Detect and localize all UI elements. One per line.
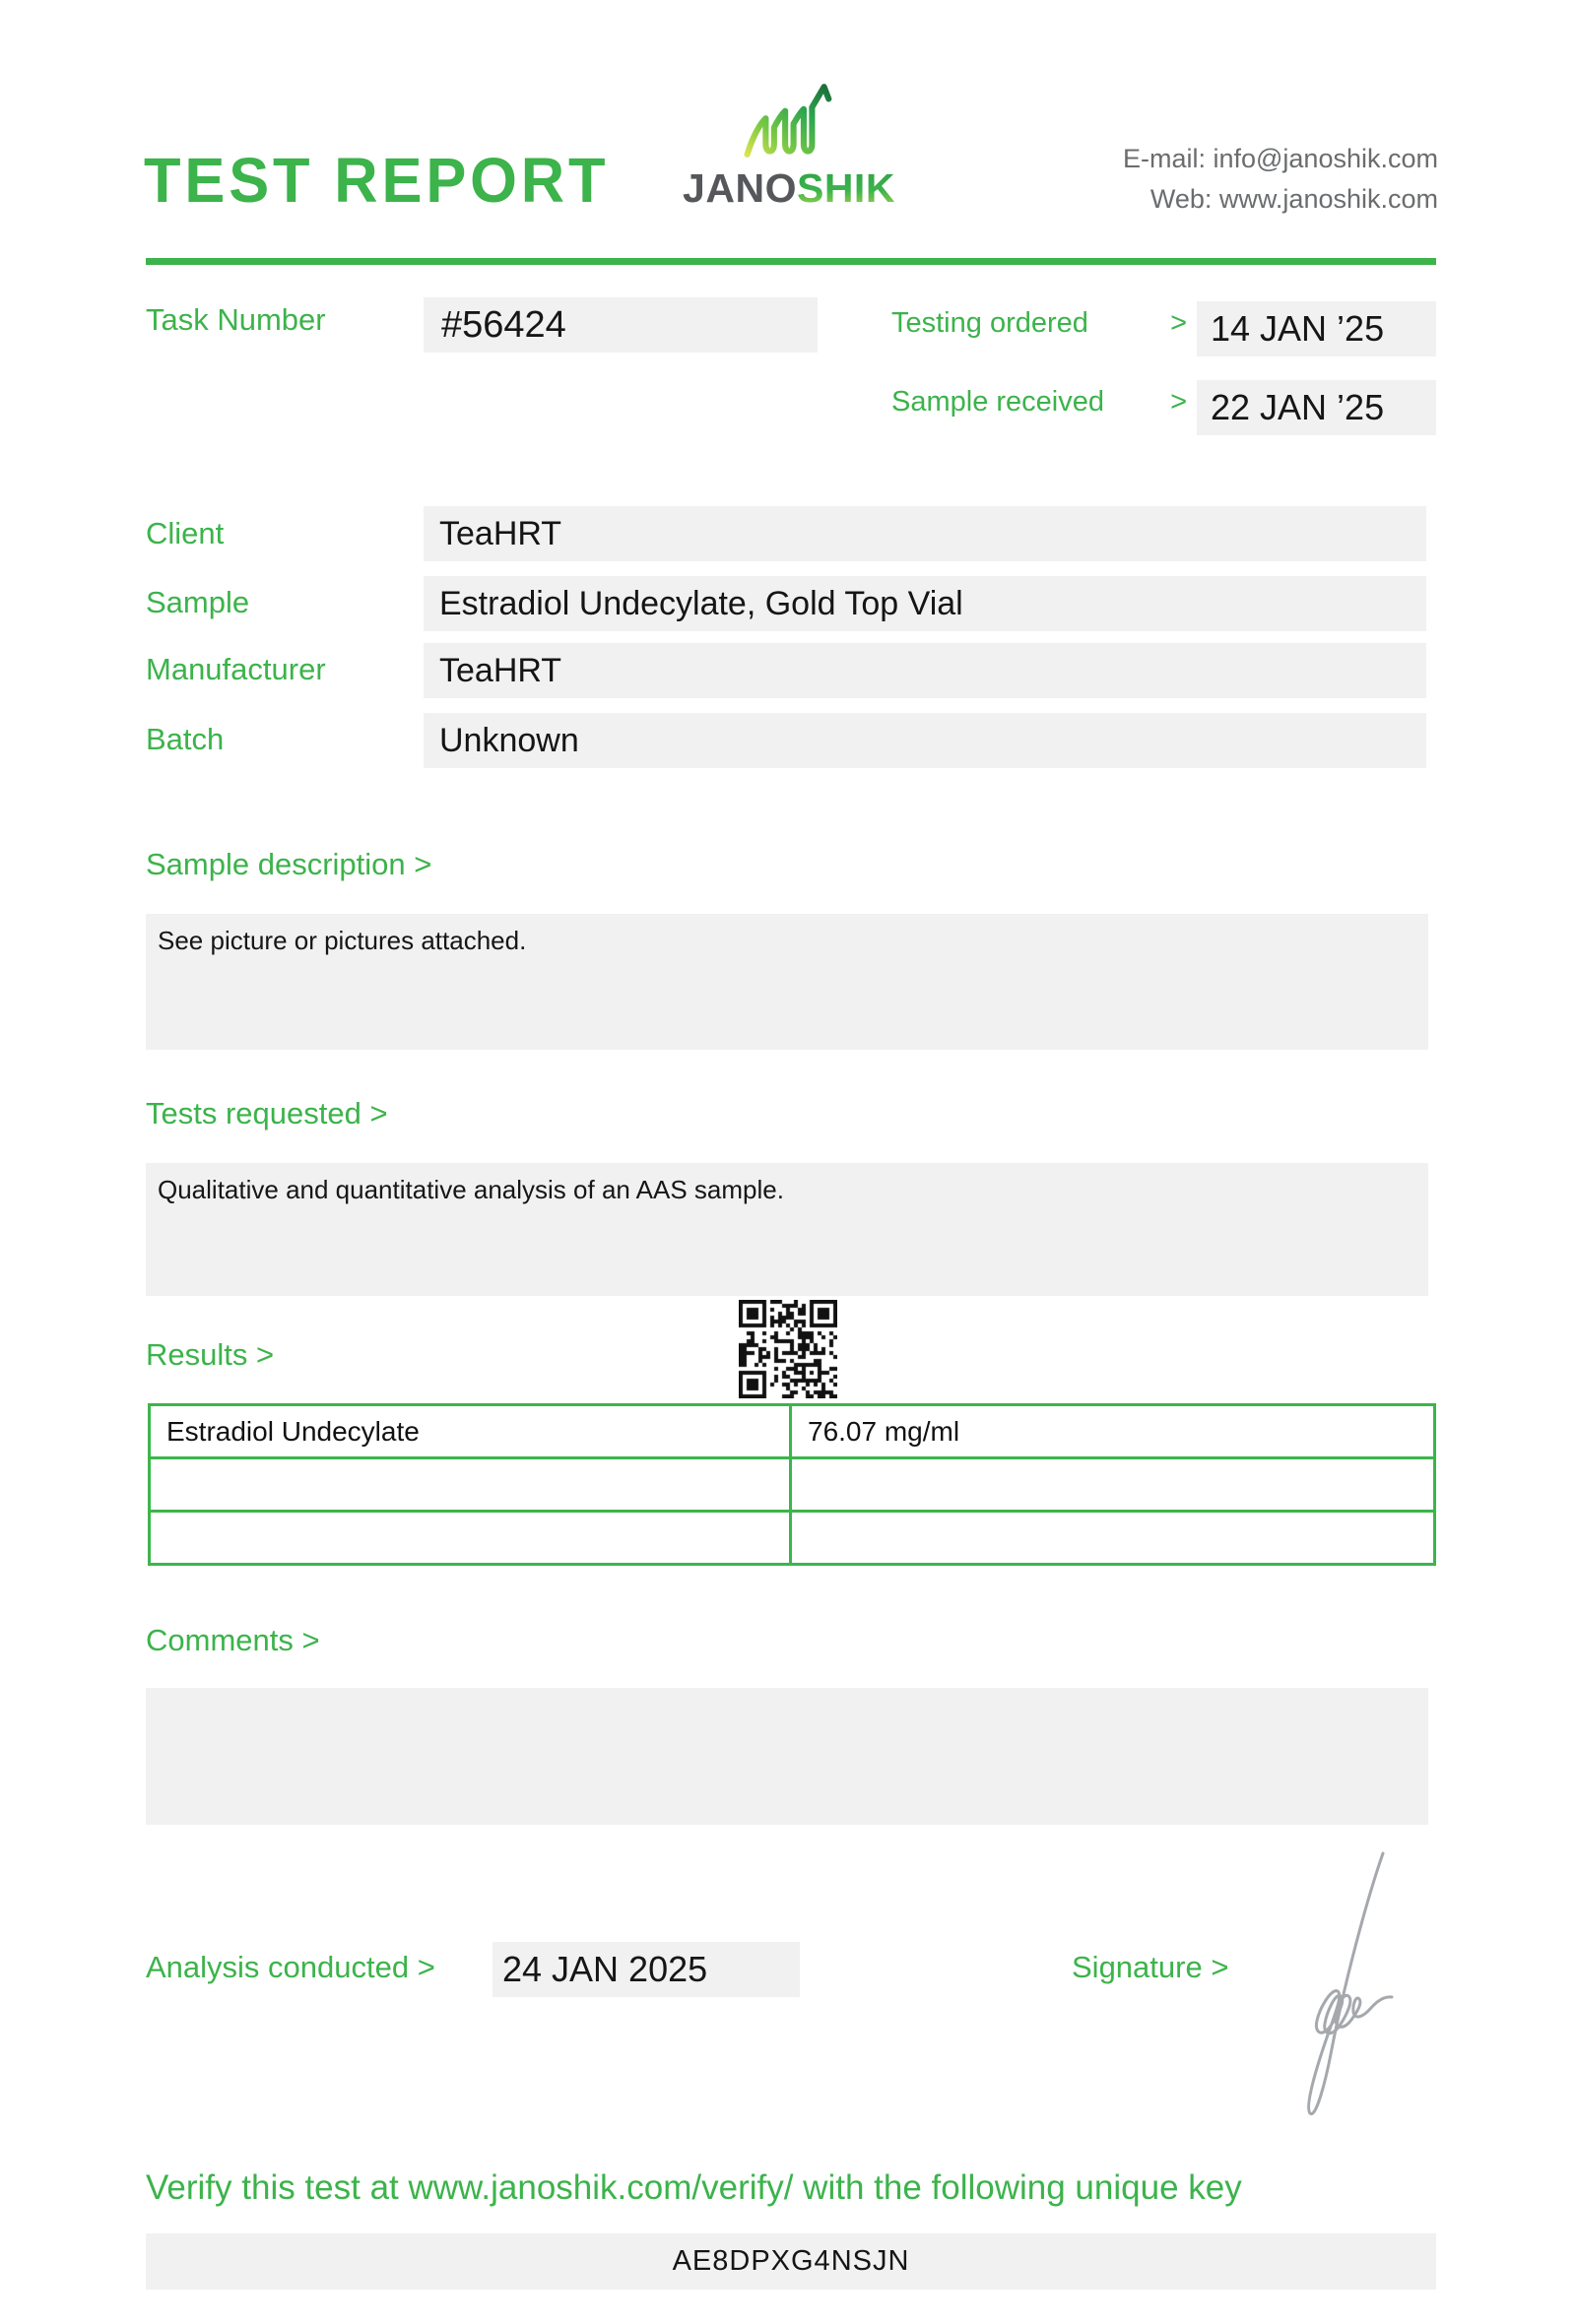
testing-ordered-value-box	[1197, 301, 1436, 356]
batch-value: Unknown	[439, 722, 579, 759]
task-number-label: Task Number	[146, 302, 326, 337]
sample-label: Sample	[146, 585, 250, 619]
manufacturer-label: Manufacturer	[146, 652, 326, 686]
contact-web: Web: www.janoshik.com	[1149, 184, 1438, 214]
header-divider	[146, 258, 1436, 265]
janoshik-logo	[678, 165, 900, 212]
verify-instruction: Verify this test at www.janoshik.com/verify/ with the following unique key	[146, 2168, 1242, 2207]
sample-received-value-box	[1197, 380, 1436, 435]
contact-block	[946, 139, 1438, 220]
analysis-date-box	[492, 1942, 800, 1997]
sample-value: Estradiol Undecylate, Gold Top Vial	[439, 585, 963, 622]
logo-jano-text: JANO	[683, 165, 797, 211]
sample-description-heading: Sample description >	[146, 847, 432, 881]
page-title: TEST REPORT	[144, 145, 610, 216]
table-row	[150, 1405, 1435, 1458]
table-row	[150, 1512, 1435, 1565]
qr-code	[739, 1300, 837, 1398]
batch-value-box	[424, 713, 1426, 768]
client-value: TeaHRT	[439, 515, 562, 552]
result-amount-cell: 76.07 mg/ml	[791, 1405, 1435, 1458]
results-table	[148, 1403, 1436, 1566]
contact-email: E-mail: info@janoshik.com	[1122, 144, 1438, 173]
result-substance-cell	[150, 1458, 791, 1512]
signature-label: Signature >	[1072, 1950, 1229, 1984]
comments-box	[146, 1688, 1428, 1825]
sample-value-box	[424, 576, 1426, 631]
testing-ordered-label: Testing ordered >	[891, 307, 1187, 339]
analysis-conducted-label: Analysis conducted >	[146, 1950, 435, 1984]
tests-requested-text: Qualitative and quantitative analysis of an AAS sample.	[158, 1175, 784, 1204]
testing-ordered-value: 14 JAN ’25	[1211, 308, 1385, 349]
sample-description-box	[146, 914, 1428, 1050]
sample-description-text: See picture or pictures attached.	[158, 926, 527, 955]
result-amount-cell	[791, 1458, 1435, 1512]
signature-image	[1253, 1840, 1401, 2135]
chart-logo-icon	[741, 79, 833, 163]
tests-requested-heading: Tests requested >	[146, 1096, 388, 1130]
client-label: Client	[146, 516, 225, 550]
logo-shik-text: SHIK	[796, 165, 895, 211]
arrow-glyph: >	[1170, 386, 1187, 418]
results-heading: Results >	[146, 1337, 275, 1372]
result-substance-cell: Estradiol Undecylate	[150, 1405, 791, 1458]
batch-label: Batch	[146, 722, 225, 756]
task-number-value: #56424	[441, 304, 566, 346]
manufacturer-value: TeaHRT	[439, 652, 562, 689]
comments-text	[146, 1688, 1428, 1700]
arrow-glyph: >	[1170, 307, 1187, 339]
table-row	[150, 1458, 1435, 1512]
comments-heading: Comments >	[146, 1623, 320, 1657]
unique-key-value: AE8DPXG4NSJN	[672, 2245, 910, 2277]
sample-received-value: 22 JAN ’25	[1211, 387, 1385, 427]
sample-received-label: Sample received >	[891, 386, 1187, 418]
unique-key-box	[146, 2233, 1436, 2290]
tests-requested-box	[146, 1163, 1428, 1296]
analysis-date-value: 24 JAN 2025	[502, 1949, 708, 1989]
manufacturer-value-box	[424, 643, 1426, 698]
result-substance-cell	[150, 1512, 791, 1565]
result-amount-cell	[791, 1512, 1435, 1565]
client-value-box	[424, 506, 1426, 561]
task-number-value-box	[424, 297, 818, 353]
